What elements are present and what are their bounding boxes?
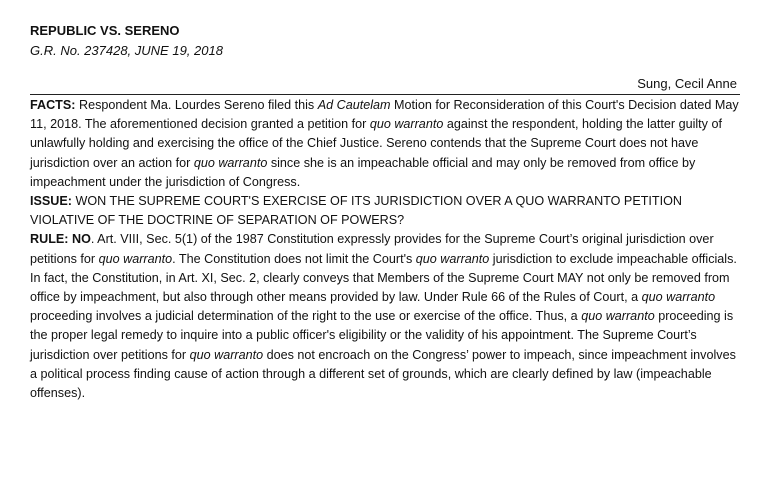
- facts-section: [30, 96, 740, 192]
- rule-italic-term: quo warranto: [98, 251, 173, 266]
- rule-italic-term: quo warranto: [641, 290, 716, 305]
- issue-label: ISSUE:: [30, 194, 72, 209]
- facts-text: since she is an impeachable official and may only be removed from office by impeachment under the jurisdiction of Congress.: [30, 155, 696, 189]
- rule-section: [30, 230, 740, 403]
- facts-label: FACTS:: [30, 98, 76, 112]
- rule-italic-term: quo warranto: [581, 309, 655, 324]
- case-title: REPUBLIC VS. SERENO: [30, 23, 180, 38]
- rule-italic-term: quo warranto: [415, 251, 490, 266]
- case-digest-page: [30, 22, 740, 403]
- facts-italic-term: quo warranto: [193, 155, 268, 170]
- rule-italic-term: quo warranto: [189, 347, 264, 362]
- rule-text: does not encroach on the Congress’ power to impeach, since impeachment involves a political process finding cause of action through a different set of grounds, which are clearly defined by law (impeachable offenses).: [30, 347, 736, 401]
- digest-body: [30, 96, 740, 403]
- case-citation: G.R. No. 237428, JUNE 19, 2018: [30, 43, 223, 58]
- facts-text: against the respondent, holding the latter guilty of unlawfully holding and exercising the office of the Chief Justice. Sereno contends that the Supreme Court does not have jurisdiction over an action for: [30, 117, 722, 170]
- facts-text: Respondent Ma. Lourdes Sereno filed this: [75, 98, 318, 112]
- rule-text: . Art. VIII, Sec. 5(1) of the 1987 Constitution expressly provides for the Supreme Court’s original jurisdiction over petitions for: [30, 232, 714, 266]
- author-line: Sung, Cecil Anne: [30, 75, 740, 95]
- rule-text: jurisdiction to exclude impeachable officials. In fact, the Constitution, in Art. XI, Sec. 2, clearly conveys that Members of the Supreme Court MAY not only be removed from office by impeachment, but also through other means provided by law. Under Rule 66 of the Rules of Court, a: [30, 251, 737, 305]
- rule-text: proceeding involves a judicial determination of the right to the use or exercise of the office. Thus, a: [30, 309, 582, 324]
- rule-label: RULE: NO: [30, 232, 91, 247]
- issue-section: [30, 192, 740, 230]
- rule-text: . The Constitution does not limit the Court's: [172, 251, 416, 266]
- facts-italic-term: quo warranto: [369, 117, 444, 132]
- facts-italic-term: Ad Cautelam: [317, 98, 391, 112]
- facts-text: Motion for Reconsideration of this Court's Decision dated May 11, 2018. The aforementioned decision granted a petition for: [30, 98, 739, 132]
- rule-text: proceeding is the proper legal remedy to inquire into a public officer's eligibility or the validity of his appointment. The Supreme Court’s jurisdiction over petitions for: [30, 309, 734, 362]
- issue-text: WON THE SUPREME COURT'S EXERCISE OF ITS JURISDICTION OVER A QUO WARRANTO PETITION VIOLATIVE OF THE DOCTRINE OF SEPARATION OF POWERS?: [30, 194, 683, 228]
